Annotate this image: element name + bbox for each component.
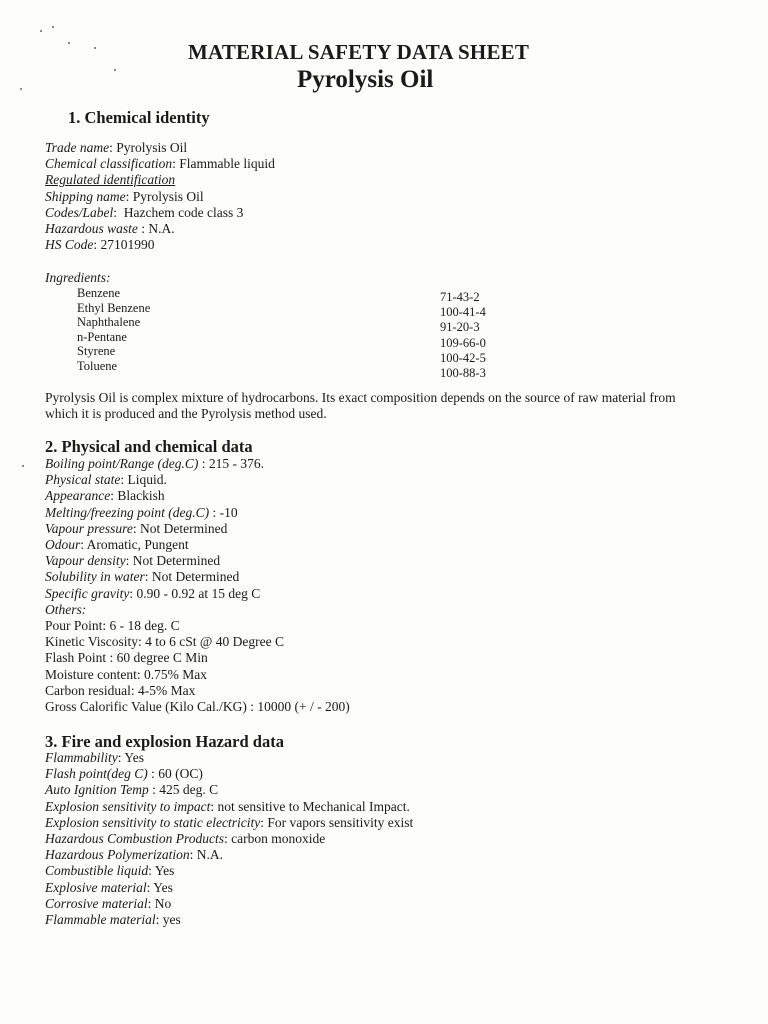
- field-odour: Odour: Aromatic, Pungent: [45, 537, 189, 553]
- field-solubility: Solubility in water: Not Determined: [45, 569, 240, 585]
- field-explosion-impact: Explosion sensitivity to impact: not sensitive to Mechanical Impact.: [45, 798, 410, 814]
- composition-description: Pyrolysis Oil is complex mixture of hydrocarbons. Its exact composition depends on the source of raw material from which it is produced and the Pyrolysis method used.: [45, 390, 676, 421]
- scan-speck: [52, 26, 54, 28]
- ingredient-name: Toluene: [77, 358, 118, 373]
- field-corrosive-material: Corrosive material: No: [45, 895, 172, 911]
- section-2-fields: [45, 456, 350, 715]
- field-melting-point: Melting/freezing point (deg.C) : -10: [45, 504, 238, 520]
- field-combustion-products: Hazardous Combustion Products: carbon monoxide: [45, 831, 326, 847]
- ingredient-cas: 91-20-3: [440, 320, 480, 335]
- field-moisture-content: Moisture content: 0.75% Max: [45, 666, 207, 682]
- field-explosive-material: Explosive material: Yes: [45, 879, 173, 895]
- ingredient-cas: 100-42-5: [440, 350, 486, 365]
- product-title: Pyrolysis Oil: [297, 66, 434, 93]
- field-hazardous-polymerization: Hazardous Polymerization: N.A.: [45, 847, 224, 863]
- scan-speck: [114, 69, 116, 71]
- field-gross-calorific-value: Gross Calorific Value (Kilo Cal./KG) : 10000 (+ / - 200): [45, 699, 350, 715]
- scan-speck: [22, 465, 24, 467]
- scan-speck: [68, 42, 70, 44]
- field-trade-name: Trade name: Pyrolysis Oil: [45, 140, 188, 155]
- field-appearance: Appearance: Blackish: [45, 488, 165, 504]
- field-auto-ignition-temp: Auto Ignition Temp : 425 deg. C: [45, 782, 219, 798]
- scan-speck: [20, 88, 22, 90]
- field-vapour-pressure: Vapour pressure: Not Determined: [45, 520, 228, 536]
- ingredient-name: Naphthalene: [77, 315, 141, 330]
- section-1-fields: [45, 140, 275, 253]
- field-regulated-identification: Regulated identification: [45, 172, 176, 188]
- ingredient-name: n-Pentane: [77, 329, 127, 344]
- field-combustible-liquid: Combustible liquid: Yes: [45, 863, 175, 879]
- field-flammability: Flammability: Yes: [45, 750, 145, 765]
- ingredient-name: Styrene: [77, 344, 116, 359]
- section-3-fields: [45, 750, 413, 928]
- others-label: Others:: [45, 601, 87, 617]
- field-explosion-static: Explosion sensitivity to static electricity: For vapors sensitivity exist: [45, 814, 414, 830]
- ingredients-label: Ingredients:: [45, 270, 111, 285]
- ingredient-cas-numbers: [440, 290, 486, 381]
- field-carbon-residual: Carbon residual: 4-5% Max: [45, 682, 196, 698]
- field-hazardous-waste: Hazardous waste : N.A.: [45, 221, 175, 237]
- field-vapour-density: Vapour density: Not Determined: [45, 553, 221, 569]
- field-physical-state: Physical state: Liquid.: [45, 472, 167, 488]
- scan-speck: [94, 47, 96, 49]
- field-codes-label: Codes/Label: Hazchem code class 3: [45, 204, 244, 220]
- field-pour-point: Pour Point: 6 - 18 deg. C: [45, 618, 180, 634]
- document-title: MATERIAL SAFETY DATA SHEET: [188, 40, 530, 64]
- field-flammable-material: Flammable material: yes: [45, 912, 181, 928]
- field-hs-code: HS Code: 27101990: [45, 237, 155, 253]
- field-kinetic-viscosity: Kinetic Viscosity: 4 to 6 cSt @ 40 Degree C: [45, 634, 284, 650]
- scan-speck: [40, 30, 42, 32]
- ingredient-name: Benzene: [77, 286, 121, 300]
- ingredient-cas: 71-43-2: [440, 290, 480, 304]
- field-boiling-point: Boiling point/Range (deg.C) : 215 - 376.: [45, 456, 264, 471]
- ingredient-name: Ethyl Benzene: [77, 300, 151, 315]
- section-3-heading: 3. Fire and explosion Hazard data: [45, 732, 284, 751]
- section-1-heading: 1. Chemical identity: [68, 108, 210, 127]
- field-shipping-name: Shipping name: Pyrolysis Oil: [45, 188, 204, 204]
- field-flash-point-oc: Flash point(deg C) : 60 (OC): [45, 766, 203, 782]
- ingredient-names: [77, 286, 150, 374]
- ingredient-cas: 100-88-3: [440, 366, 486, 381]
- ingredient-cas: 109-66-0: [440, 335, 486, 350]
- ingredient-cas: 100-41-4: [440, 305, 486, 320]
- field-specific-gravity: Specific gravity: 0.90 - 0.92 at 15 deg C: [45, 585, 261, 601]
- field-flash-point: Flash Point : 60 degree C Min: [45, 650, 208, 666]
- field-chemical-classification: Chemical classification: Flammable liquid: [45, 156, 275, 172]
- section-2-heading: 2. Physical and chemical data: [45, 437, 253, 456]
